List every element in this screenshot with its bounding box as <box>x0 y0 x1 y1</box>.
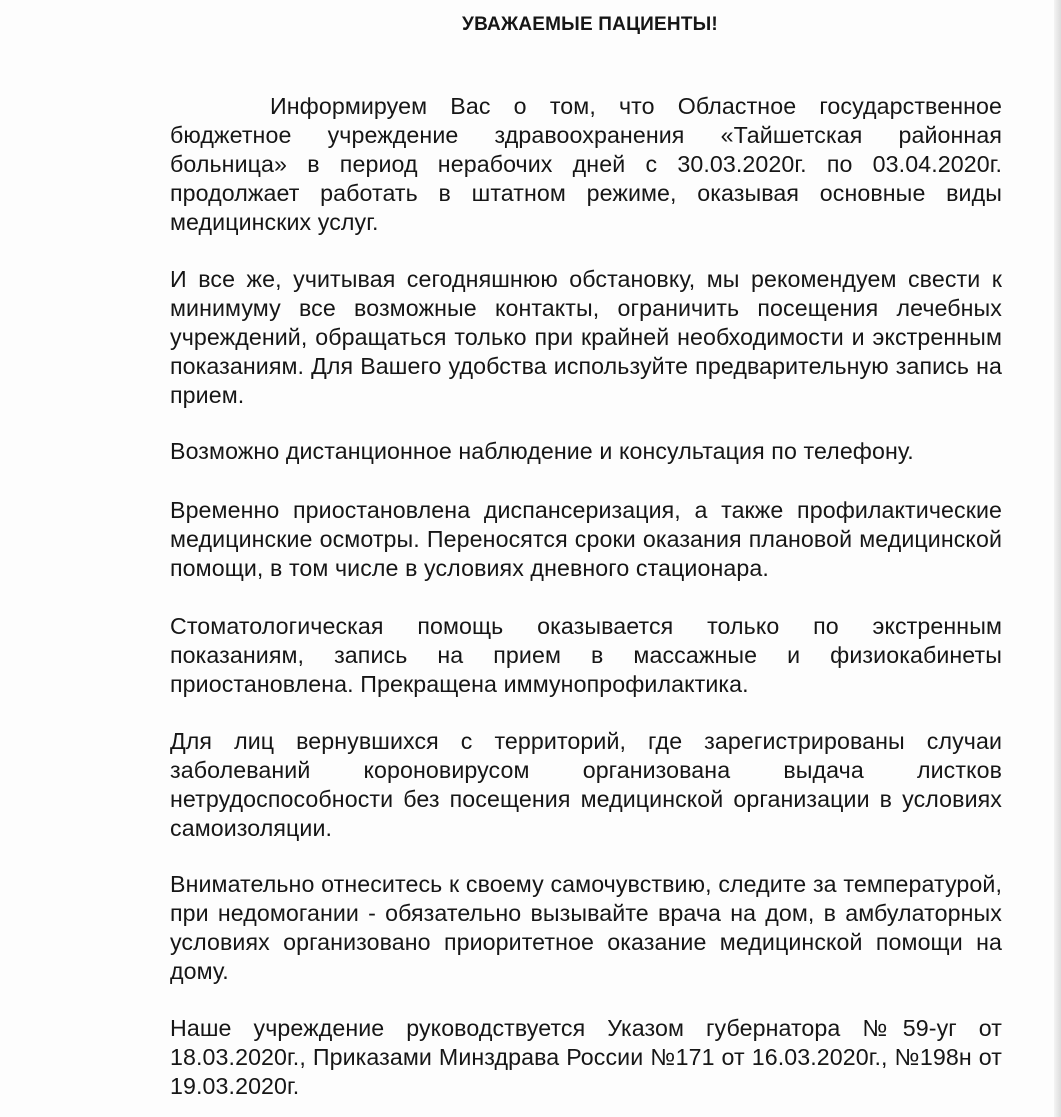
document-title: УВАЖАЕМЫЕ ПАЦИЕНТЫ! <box>462 14 718 35</box>
paragraph-dental-care: Стоматологическая помощь оказывается только по экстренным показаниям, запись на прием в массажные и физиокабинеты приостановлена. Прекращена иммунопрофилактика. <box>170 613 1002 697</box>
paragraph-legal-basis: Наше учреждение руководствуется Указом губернатора №59-уг от 18.03.2020г., Приказами Минздрава России №171 от 16.03.2020г., №198н от 19.03.2020г. <box>170 1015 1002 1099</box>
paragraph-self-monitoring: Внимательно отнеситесь к своему самочувствию, следите за температурой, при недомогании - обязательно вызывайте врача на дом, в амбулаторных условиях организовано приоритетное оказание медицинской помощи на дому. <box>170 871 1002 984</box>
scan-edge-shadow <box>1054 0 1061 1117</box>
paragraph-remote-consultation: Возможно дистанционное наблюдение и консультация по телефону. <box>170 438 914 464</box>
paragraph-recommendations: И все же, учитывая сегодняшнюю обстановку, мы рекомендуем свести к минимуму все возможные контакты, ограничить посещения лечебных учреждений, обращаться только при крайней необходимости и экстренным показаниям. Для Вашего удобства используйте предварительную запись на прием. <box>170 266 1002 408</box>
paragraph-suspended-checkups: Временно приостановлена диспансеризация, а также профилактические медицинские осмотры. Переносятся сроки оказания плановой медицинской помощи, в том числе в условиях дневного стационара. <box>170 497 1002 581</box>
paragraph-hospital-operation: Информируем Вас о том, что Областное государственное бюджетное учреждение здравоохранения «Тайшетская районная больница» в период нерабочих дней с 30.03.2020г. по 03.04.2020г. продолжает работать в штатном режиме, оказывая основные виды медицинских услуг. <box>170 93 1002 235</box>
paragraph-sick-leave: Для лиц вернувшихся с территорий, где зарегистрированы случаи заболеваний короновирусом организована выдача листков нетрудоспособности без посещения медицинской организации в условиях самоизоляции. <box>170 728 1002 841</box>
